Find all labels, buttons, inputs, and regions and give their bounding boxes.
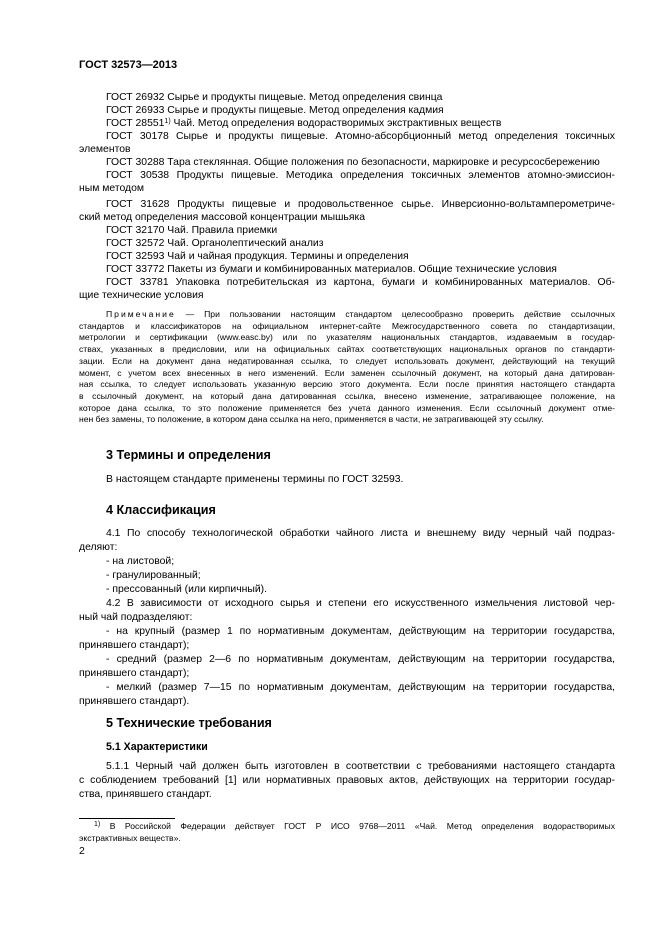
running-header: ГОСТ 32573—2013 — [79, 59, 178, 71]
list-item: - мелкий (размер 7—15 по нормативным документам, действующим на территории государства, — [106, 682, 615, 693]
list-item: - прессованный (или кирпичный). — [106, 584, 267, 595]
reference-item: ГОСТ 33772 Пакеты из бумаги и комбинированных материалов. Общие технические условия — [106, 264, 557, 275]
section-heading: 3 Термины и определения — [106, 448, 271, 462]
section-body: 5.1.1 Черный чай должен быть изготовлен в соответствии с требованиями настоящего стандарта с соблюдением требований [1] или нормативных правовых актов, действующих на территории государ- ства, принявшего стандарт. — [79, 761, 615, 800]
note-label: Примечание — [106, 309, 176, 319]
reference-item-cont: ным методом — [79, 183, 144, 194]
reference-item: ГОСТ 33781 Упаковка потребительская из картона, бумаги и комбинированных материалов. Об- — [106, 277, 615, 288]
reference-item: ГОСТ 31628 Продукты пищевые и продовольственное сырье. Инверсионно-вольтамперометриче- — [106, 199, 615, 210]
section-heading: 5 Технические требования — [106, 716, 272, 730]
section-heading: 4 Классификация — [106, 503, 216, 517]
paragraph: 5.1.1 Черный чай должен быть изготовлен в соответствии с требованиями настоящего стандарта — [106, 761, 615, 772]
reference-item: ГОСТ 26932 Сырье и продукты пищевые. Метод определения свинца — [106, 92, 443, 103]
reference-item: ГОСТ 30538 Продукты пищевые. Методика определения токсичных элементов атомно-эмиссион- — [106, 170, 615, 181]
list-item: - гранулированный; — [106, 570, 201, 581]
reference-item: ГОСТ 30178 Сырье и продукты пищевые. Атомно-абсорбционный метод определения токсичных — [106, 131, 615, 142]
footnote-marker: 1) — [164, 118, 171, 125]
paragraph: 4.2 В зависимости от исходного сырья и степени его искусственного измельчения листовой чер- — [106, 598, 615, 609]
reference-item: ГОСТ 32572 Чай. Органолептический анализ — [106, 238, 324, 249]
reference-item-cont: элементов — [79, 144, 131, 155]
list-item: - средний (размер 2—6 по нормативным документам, действующим на территории государства, — [106, 654, 615, 665]
reference-item: ГОСТ 26933 Сырье и продукты пищевые. Метод определения кадмия — [106, 105, 444, 116]
reference-item: ГОСТ 30288 Тара стеклянная. Общие положения по безопасности, маркировке и ресурсосбережению — [106, 157, 600, 168]
list-item: - на листовой; — [106, 556, 175, 567]
reference-item: ГОСТ 28551$^{1)}$ Чай. Метод определения водорастворимых экстрактивных веществ — [106, 118, 502, 129]
list-item: - на крупный (размер 1 по нормативным документам, действующим на территории государства, — [106, 626, 615, 637]
section-body: 4.1 По способу технологической обработки чайного листа и внешнему виду черный чай подраз- деляют: - на листовой; - гранулированный; - прессованный (или кирпичный). 4.2 В зависимости от исходного сырья и степени его искусственного измельчения листовой чер- ный чай подразделяют: - на крупный (размер 1 по нормативным документам, действующим на территории государства, принявшего стандарт); - средний (размер 2—6 по нормативным документам, действующим на территории государства, принявшего стандарт); - мелкий (размер 7—15 по нормативным документам, действующим на территории государства, принявшего стандарт). — [79, 528, 615, 707]
reference-item: ГОСТ 32170 Чай. Правила приемки — [106, 225, 278, 236]
note-block: Примечание — При пользовании настоящим стандартом целесообразно проверить действие ссылочных стандартов и классификаторов на официальном интернет-сайте Межгосударственного совета по стандартизации, метрологии и сертификации (www.easc.by) или по указателям национальных стандартов, издаваемым в государ- ствах, указанных в предисловии, или на официальных сайтах соответствующих национальных органов по стандарти- зации. Если на документ дана недатированная ссылка, то следует использовать документ, действующий на текущий момент, с учетом всех внесенных в него изменений. Если заменен ссылочный документ, на который дана датирован- ная ссылка, то следует использовать указанную версию этого документа. Если после принятия настоящего стандарта в ссылочный документ, на который дана датированная ссылка, внесено изменение, затрагивающее положение, на которое дана ссылка, то это положение применяется без учета данного изменения. Если ссылочный документ отме- нен без замены, то положение, в котором дана ссылка на него, применяется в части, не затрагивающей эту ссылку. — [79, 309, 615, 425]
reference-item-cont: щие технические условия — [79, 290, 204, 301]
footnote: $^{1)}$ В Российской Федерации действует ГОСТ Р ИСО 9768—2011 «Чай. Метод определения водорастворимых экстрактивных веществ». — [79, 821, 615, 843]
reference-item-cont: ский метод определения массовой концентрации мышьяка — [79, 212, 366, 223]
paragraph: В настоящем стандарте применены термины по ГОСТ 32593. — [106, 474, 404, 485]
footnote-divider — [79, 818, 175, 819]
subsection-heading: 5.1 Характеристики — [106, 741, 208, 753]
page-number: 2 — [79, 846, 85, 857]
footnote-marker: 1) — [94, 821, 101, 828]
reference-item: ГОСТ 32593 Чай и чайная продукция. Термины и определения — [106, 251, 409, 262]
paragraph: 4.1 По способу технологической обработки чайного листа и внешнему виду черный чай подраз- — [106, 528, 615, 539]
